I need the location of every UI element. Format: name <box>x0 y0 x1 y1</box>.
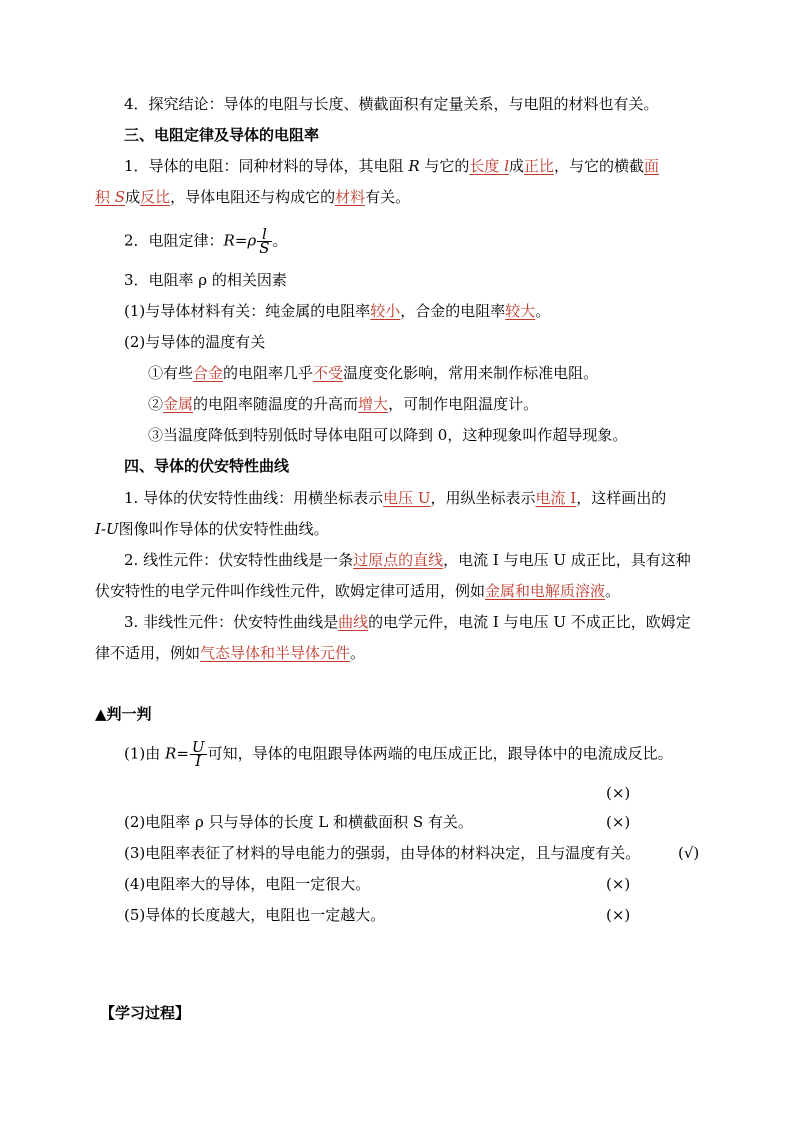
learning-process-title: 【学习过程】 <box>100 1004 191 1022</box>
highlight-voltage: 电压 U <box>383 489 431 507</box>
highlight-inverse: 反比 <box>140 188 171 206</box>
highlight-unaffected: 不受 <box>313 364 344 382</box>
item-1-resistance: 1．导体的电阻：同种材料的导体，其电阻 R 与它的长度 l成正比，与它的横截面 <box>124 157 660 175</box>
highlight-material: 材料 <box>335 188 366 206</box>
highlight-current: 电流 I <box>535 489 577 507</box>
highlight-curve: 曲线 <box>338 613 369 631</box>
highlight-metal-electrolyte: 金属和电解质溶液 <box>485 582 606 600</box>
item-linear-element: 2. 线性元件：伏安特性曲线是一条过原点的直线，电流 I 与电压 U 成正比，具有这种 <box>124 551 691 569</box>
sub-item-metal: ②金属的电阻率随温度的升高而增大，可制作电阻温度计。 <box>148 395 539 413</box>
sub-item-alloy: ①有些合金的电阻率几乎不受温度变化影响，常用来制作标准电阻。 <box>148 364 599 382</box>
judge-item-3: (3)电阻率表征了材料的导电能力的强弱，由导体的材料决定，且与温度有关。 <box>124 844 641 862</box>
item-3-1-material: (1)与导体材料有关：纯金属的电阻率较小，合金的电阻率较大。 <box>124 302 551 320</box>
judge-item-2: (2)电阻率 ρ 只与导体的长度 L 和横截面积 S 有关。 <box>124 813 473 831</box>
highlight-increase: 增大 <box>358 395 389 413</box>
judge-item-5: (5)导体的长度越大，电阻也一定越大。 <box>124 906 386 924</box>
judge-item-3-mark: (√) <box>678 844 700 862</box>
highlight-length: 长度 l <box>469 157 509 175</box>
highlight-smaller: 较小 <box>370 302 401 320</box>
judge-section-title: ▲判一判 <box>95 705 152 723</box>
heading-3: 三、电阻定律及导体的电阻率 <box>124 126 320 144</box>
ohm-fraction: $\frac{U}{I}$ <box>191 738 205 770</box>
judge-item-2-mark: (×) <box>606 813 631 831</box>
judge-item-5-mark: (×) <box>606 906 631 924</box>
highlight-proportional: 正比 <box>524 157 555 175</box>
highlight-gas-semiconductor: 气态导体和半导体元件 <box>200 644 351 662</box>
item-va-curve: 1. 导体的伏安特性曲线：用横坐标表示电压 U，用纵坐标表示电流 I，这样画出的 <box>124 489 667 507</box>
item-2-resistance-law: 2．电阻定律：R=ρ $\frac{l}{S}$ 。 <box>124 225 288 257</box>
item-linear-element-cont: 伏安特性的电学元件叫作线性元件，欧姆定律可适用，例如金属和电解质溶液。 <box>95 582 621 600</box>
highlight-alloy: 合金 <box>193 364 224 382</box>
highlight-metal: 金属 <box>163 395 194 413</box>
sub-item-superconductivity: ③当温度降低到特别低时导体电阻可以降到 0，这种现象叫作超导现象。 <box>148 426 628 444</box>
item-nonlinear-element: 3. 非线性元件：伏安特性曲线是曲线的电学元件，电流 I 与电压 U 不成正比，欧姆定 <box>124 613 691 631</box>
item-3-resistivity-factors: 3．电阻率 ρ 的相关因素 <box>124 271 287 289</box>
judge-item-1-mark: (×) <box>606 784 631 802</box>
formula-fraction: $\frac{l}{S}$ <box>259 225 270 257</box>
judge-item-1: (1)由 R= $\frac{U}{I}$ 可知，导体的电阻跟导体两端的电压成正比，跟导体中的电流成反比。 <box>124 738 673 770</box>
highlight-larger: 较大 <box>505 302 536 320</box>
paragraph-4-conclusion: 4．探究结论：导体的电阻与长度、横截面积有定量关系，与电阻的材料也有关。 <box>124 95 659 113</box>
judge-item-4: (4)电阻率大的导体，电阻一定很大。 <box>124 875 371 893</box>
highlight-area-part2: 积 S <box>95 188 126 206</box>
heading-4: 四、导体的伏安特性曲线 <box>124 457 290 475</box>
item-1-resistance-cont: 积 S成反比，导体电阻还与构成它的材料有关。 <box>95 188 411 206</box>
highlight-line-through-origin: 过原点的直线 <box>353 551 444 569</box>
item-va-curve-cont: I-U图像叫作导体的伏安特性曲线。 <box>95 520 329 538</box>
item-nonlinear-element-cont: 律不适用，例如气态导体和半导体元件。 <box>95 644 366 662</box>
highlight-area-part1: 面 <box>644 157 660 175</box>
item-3-2-temperature: (2)与导体的温度有关 <box>124 333 266 351</box>
judge-item-4-mark: (×) <box>606 875 631 893</box>
